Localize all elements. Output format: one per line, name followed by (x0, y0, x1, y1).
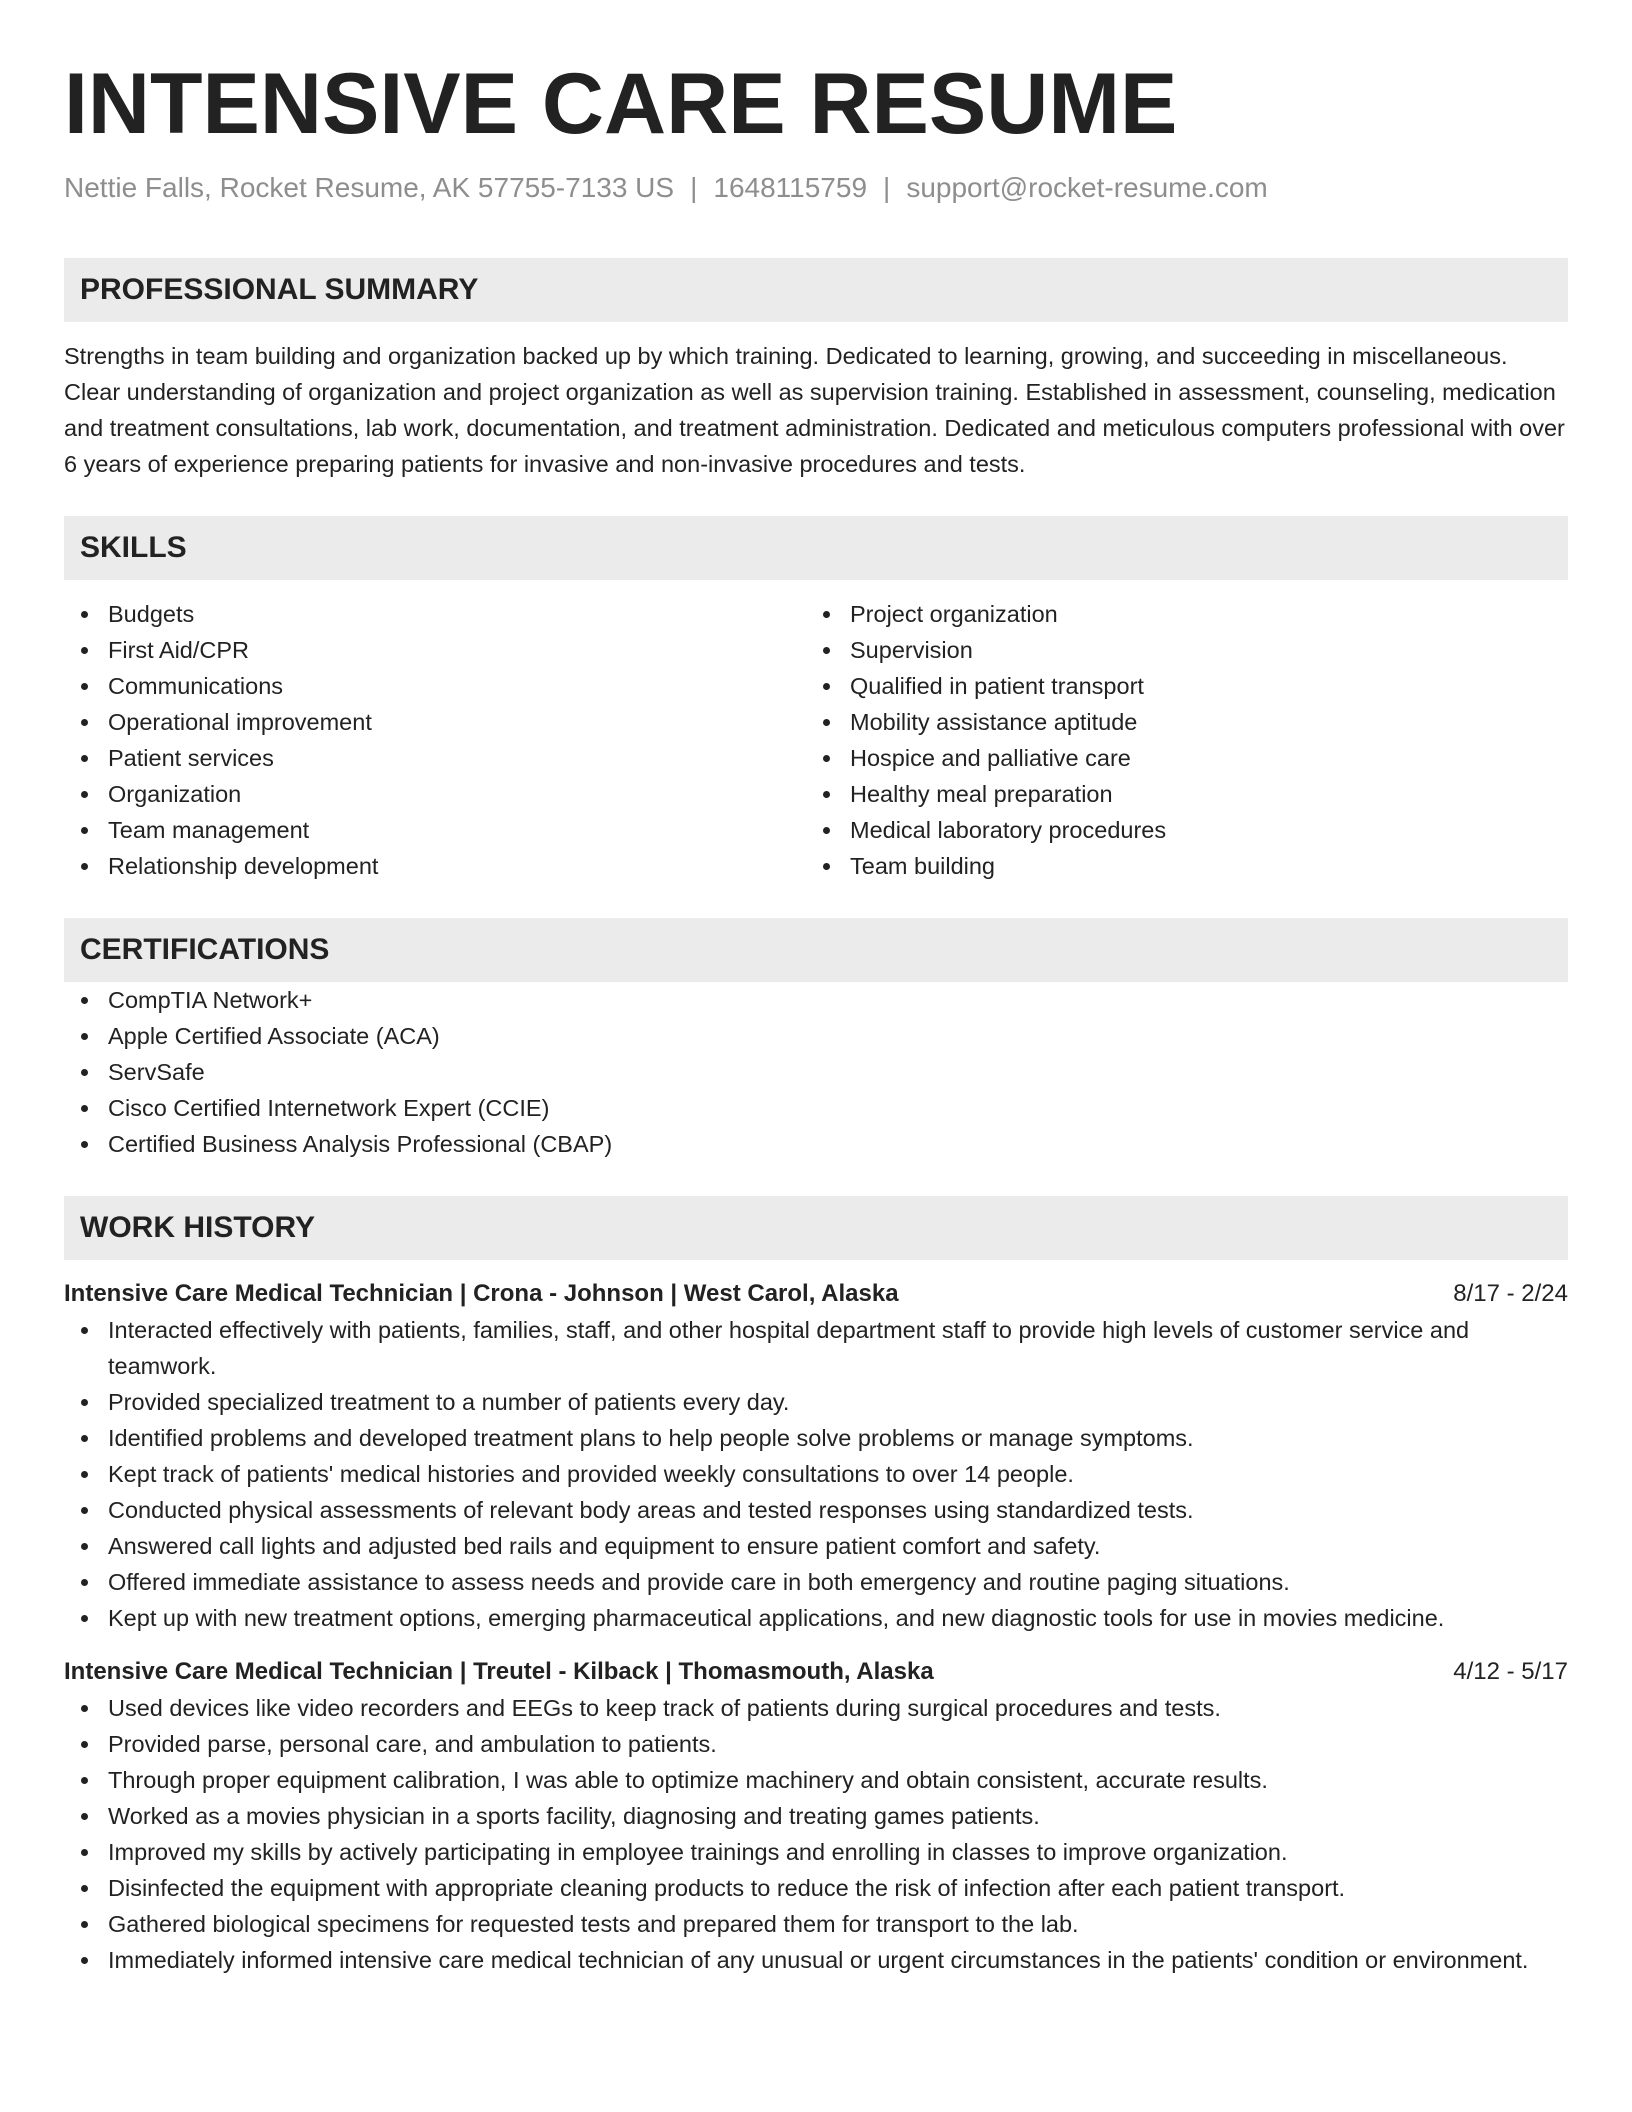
section-header-work-history: WORK HISTORY (64, 1196, 1568, 1260)
contact-line (64, 170, 1568, 206)
contact-separator: | (690, 172, 698, 203)
skill-item: Hospice and palliative care (806, 740, 1548, 776)
section-header-summary: PROFESSIONAL SUMMARY (64, 258, 1568, 322)
skill-item: Qualified in patient transport (806, 668, 1548, 704)
job-duty-item: Identified problems and developed treatment plans to help people solve problems or manage symptoms. (64, 1420, 1568, 1456)
job-header (64, 1276, 1568, 1312)
skill-item: Communications (64, 668, 806, 704)
skills-column-left (64, 596, 806, 884)
certifications-list (64, 982, 1568, 1162)
job-duty-item: Kept track of patients' medical histories and provided weekly consultations to over 14 people. (64, 1456, 1568, 1492)
job-duty-item: Worked as a movies physician in a sports facility, diagnosing and treating games patients. (64, 1798, 1568, 1834)
job-duties-list (64, 1690, 1568, 1978)
contact-address: Nettie Falls, Rocket Resume, AK 57755-7133 US (64, 172, 675, 203)
certification-item: CompTIA Network+ (64, 982, 1568, 1018)
contact-phone: 1648115759 (713, 172, 868, 203)
certification-item: ServSafe (64, 1054, 1568, 1090)
contact-email: support@rocket-resume.com (906, 172, 1268, 203)
skill-item: Operational improvement (64, 704, 806, 740)
skill-item: Medical laboratory procedures (806, 812, 1548, 848)
job-dates: 8/17 - 2/24 (1453, 1280, 1568, 1307)
skill-item: Team building (806, 848, 1548, 884)
section-header-skills: SKILLS (64, 516, 1568, 580)
skill-item: Supervision (806, 632, 1548, 668)
job-duty-item: Improved my skills by actively participating in employee trainings and enrolling in classes to improve organization. (64, 1834, 1568, 1870)
skill-item: Project organization (806, 596, 1548, 632)
job-duty-item: Conducted physical assessments of relevant body areas and tested responses using standardized tests. (64, 1492, 1568, 1528)
job-duty-item: Used devices like video recorders and EEGs to keep track of patients during surgical procedures and tests. (64, 1690, 1568, 1726)
job-duty-item: Provided specialized treatment to a number of patients every day. (64, 1384, 1568, 1420)
skill-item: Mobility assistance aptitude (806, 704, 1548, 740)
certification-item: Certified Business Analysis Professional (CBAP) (64, 1126, 1568, 1162)
job-duty-item: Answered call lights and adjusted bed rails and equipment to ensure patient comfort and safety. (64, 1528, 1568, 1564)
skills-grid (64, 596, 1568, 884)
skill-item: Relationship development (64, 848, 806, 884)
summary-text: Strengths in team building and organization backed up by which training. Dedicated to learning, growing, and succeeding in miscellaneous. Clear understanding of organization and project organization as well as supervision training. Established in assessment, counseling, medication and treatment consultations, lab work, documentation, and treatment administration. Dedicated and meticulous computers professional with over 6 years of experience preparing patients for invasive and non-invasive procedures and tests. (64, 343, 1565, 477)
job-duty-item: Through proper equipment calibration, I was able to optimize machinery and obtain consistent, accurate results. (64, 1762, 1568, 1798)
skill-item: Healthy meal preparation (806, 776, 1548, 812)
skill-item: First Aid/CPR (64, 632, 806, 668)
job-duty-item: Disinfected the equipment with appropriate cleaning products to reduce the risk of infection after each patient transport. (64, 1870, 1568, 1906)
job-duty-item: Gathered biological specimens for requested tests and prepared them for transport to the lab. (64, 1906, 1568, 1942)
certification-item: Cisco Certified Internetwork Expert (CCIE) (64, 1090, 1568, 1126)
skills-column-right (806, 596, 1548, 884)
job-duty-item: Kept up with new treatment options, emerging pharmaceutical applications, and new diagnostic tools for use in movies medicine. (64, 1600, 1568, 1636)
job-header (64, 1654, 1568, 1690)
skill-item: Organization (64, 776, 806, 812)
certification-item: Apple Certified Associate (ACA) (64, 1018, 1568, 1054)
skill-item: Patient services (64, 740, 806, 776)
job-dates: 4/12 - 5/17 (1453, 1658, 1568, 1685)
job-duty-item: Provided parse, personal care, and ambulation to patients. (64, 1726, 1568, 1762)
skill-item: Budgets (64, 596, 806, 632)
section-header-certifications: CERTIFICATIONS (64, 918, 1568, 982)
job-duty-item: Interacted effectively with patients, families, staff, and other hospital department staff to provide high levels of customer service and teamwork. (64, 1312, 1568, 1384)
skill-item: Team management (64, 812, 806, 848)
resume-title: INTENSIVE CARE RESUME (64, 56, 1178, 152)
job-title: Intensive Care Medical Technician | Crona - Johnson | West Carol, Alaska (64, 1280, 899, 1307)
job-title: Intensive Care Medical Technician | Treutel - Kilback | Thomasmouth, Alaska (64, 1658, 934, 1685)
job-duty-item: Offered immediate assistance to assess needs and provide care in both emergency and routine paging situations. (64, 1564, 1568, 1600)
job-duty-item: Immediately informed intensive care medical technician of any unusual or urgent circumstances in the patients' condition or environment. (64, 1942, 1568, 1978)
contact-separator: | (883, 172, 891, 203)
job-duties-list (64, 1312, 1568, 1636)
